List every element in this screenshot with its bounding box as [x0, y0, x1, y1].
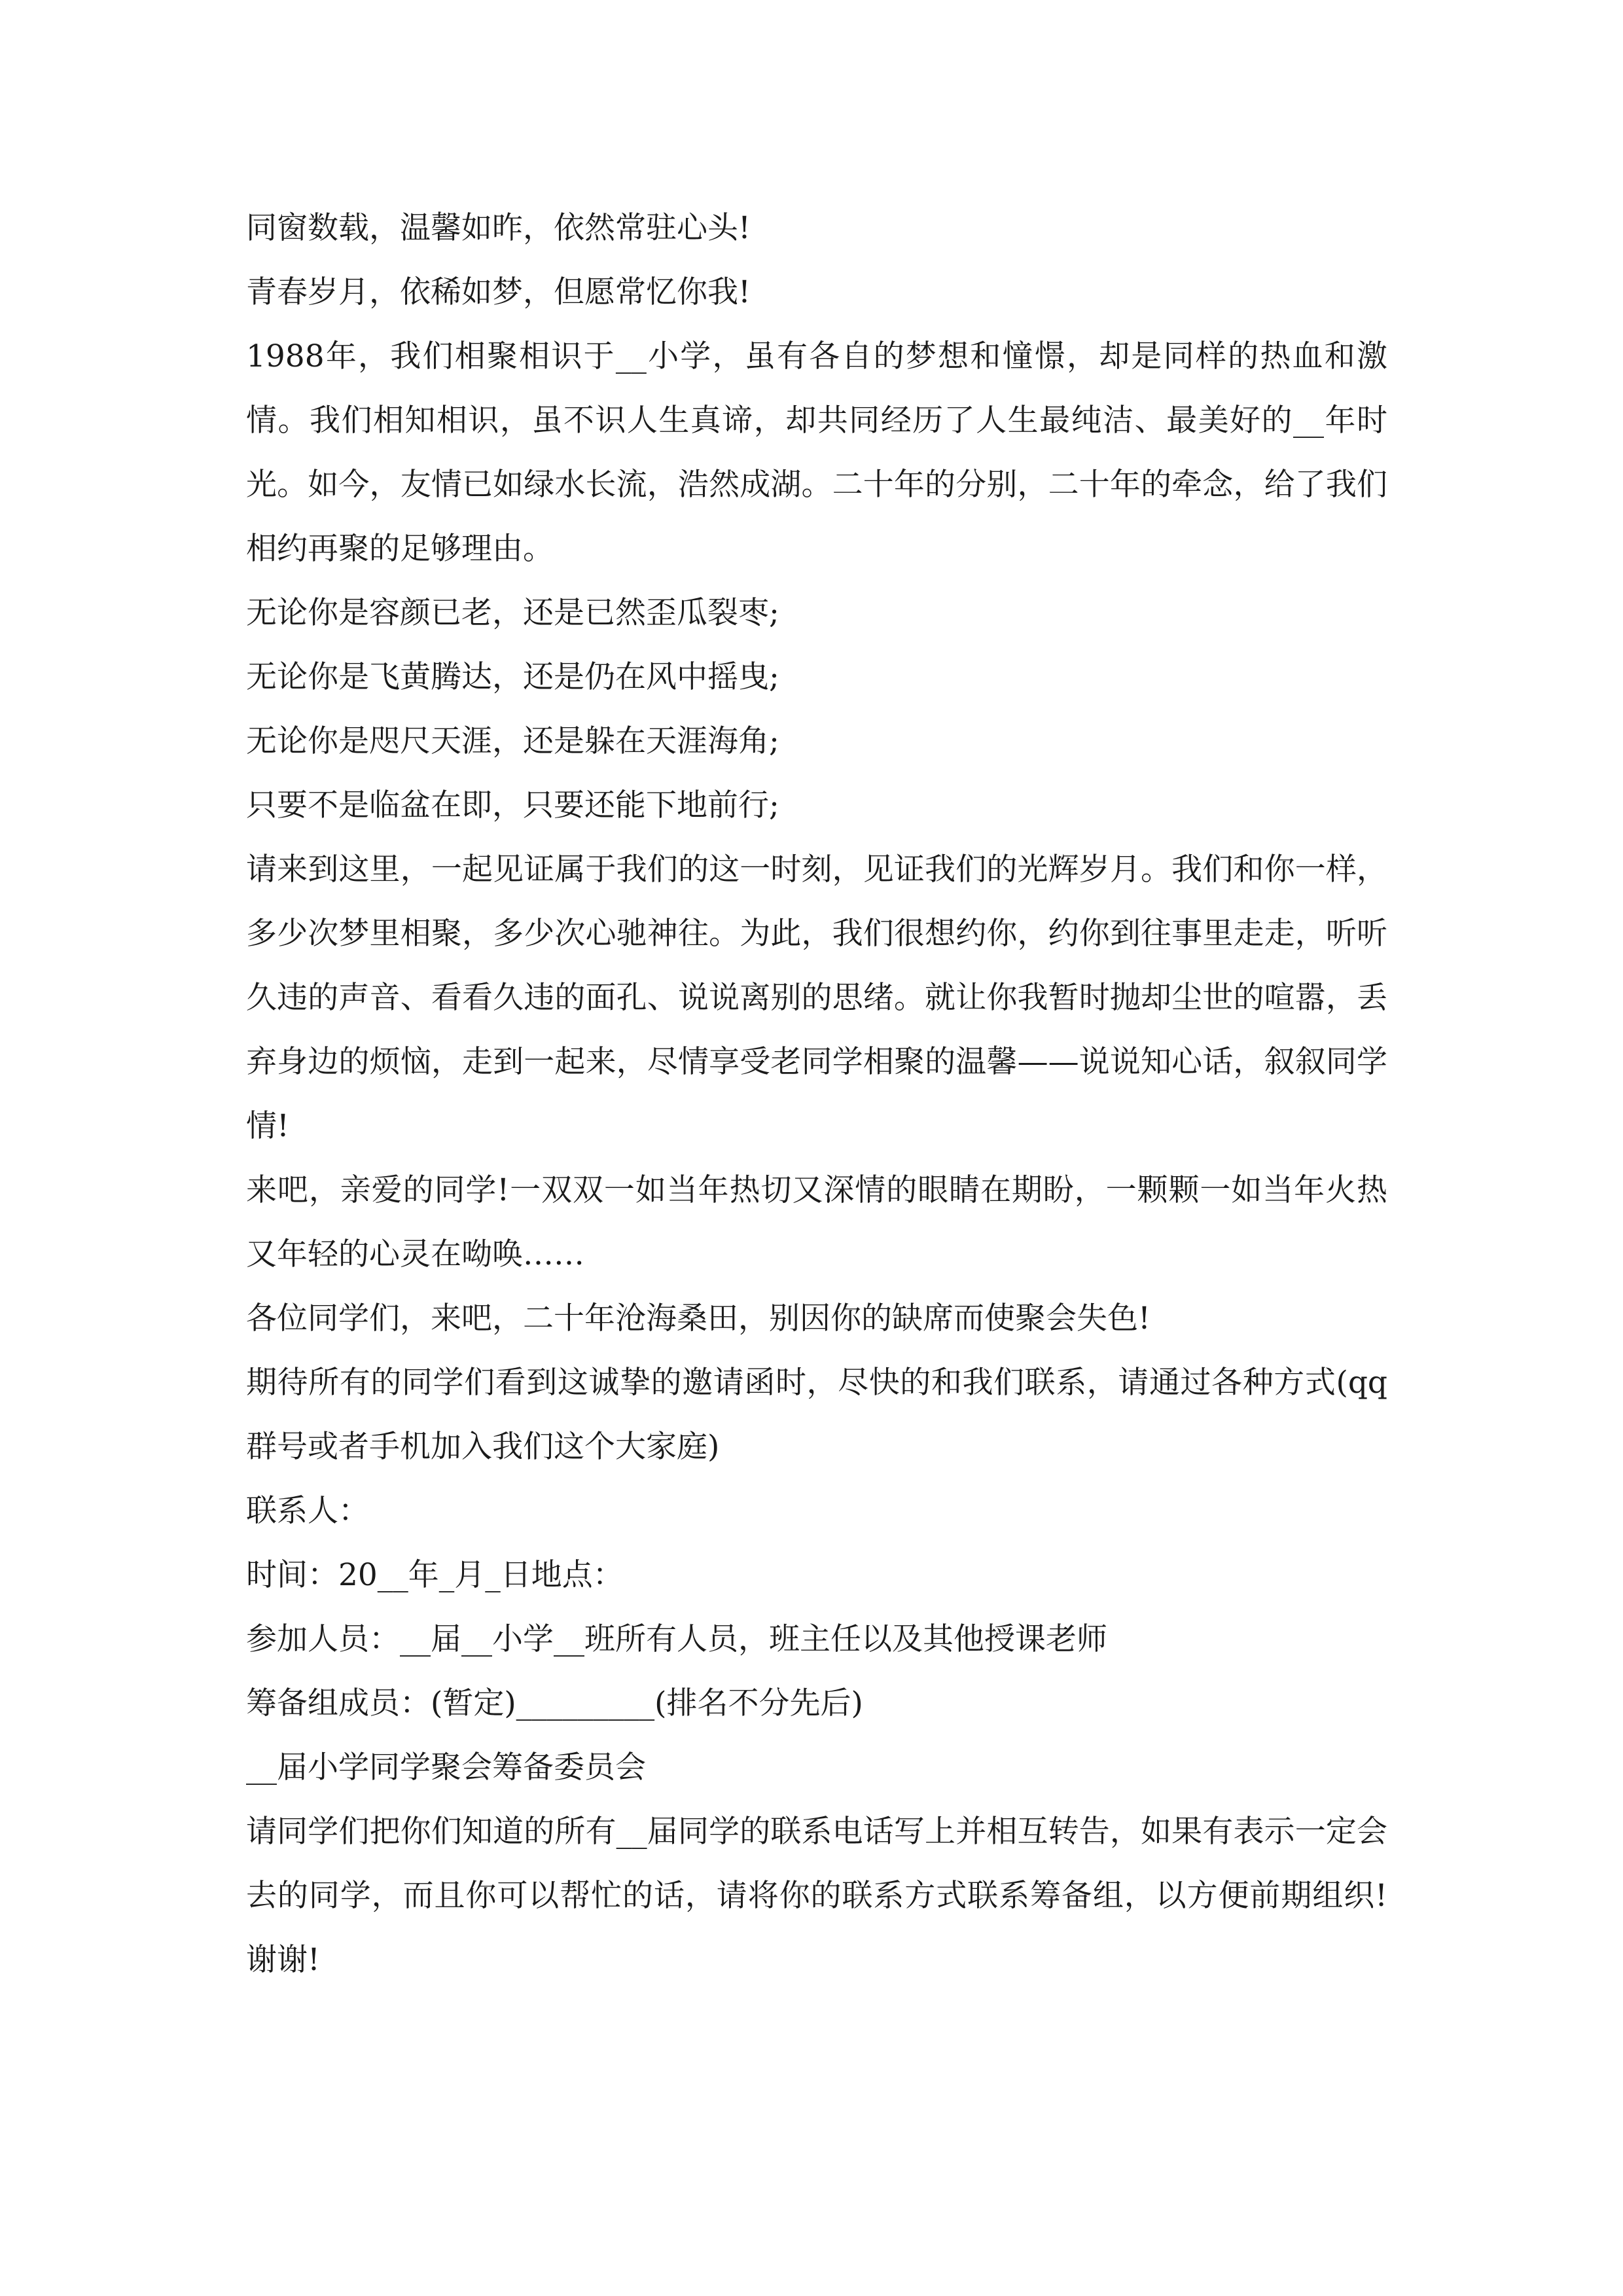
paragraph-come: 来吧，亲爱的同学!一双双一如当年热切又深情的眼睛在期盼，一颗颗一如当年火热又年轻的心灵在呦唤…… [246, 1172, 1387, 1272]
participants: 参加人员：__届__小学__班所有人员，班主任以及其他授课老师 [246, 1621, 1107, 1657]
paragraph-greeting-2: 青春岁月，依稀如梦，但愿常忆你我! [246, 274, 751, 310]
contact-person: 联系人： [246, 1493, 369, 1529]
paragraph-invitation: 请来到这里，一起见证属于我们的这一时刻，见证我们的光辉岁月。我们和你一样，多少次梦里相聚，多少次心驰神往。为此，我们很想约你，约你到往事里走走，听听久违的声音、看看久违的面孔、说说离别的思绪。就让你我暂时抛却尘世的喧嚣，丢弃身边的烦恼，走到一起来，尽情享受老同学相聚的温馨——说说知心话，叙叙同学情! [246, 852, 1387, 1144]
paragraph-classmates: 各位同学们，来吧，二十年沧海桑田，别因你的缺席而使聚会失色! [246, 1300, 1150, 1336]
paragraph-line-2: 无论你是飞黄腾达，还是仍在风中摇曳; [246, 659, 779, 695]
time-location: 时间：20__年_月_日地点： [246, 1557, 624, 1593]
paragraph-line-3: 无论你是咫尺天涯，还是躲在天涯海角; [246, 723, 779, 759]
committee-members: 筹备组成员：(暂定)_________(排名不分先后) [246, 1685, 863, 1721]
paragraph-line-1: 无论你是容颜已老，还是已然歪瓜裂枣; [246, 595, 779, 631]
committee-signature: __届小学同学聚会筹备委员会 [246, 1749, 646, 1785]
paragraph-line-4: 只要不是临盆在即，只要还能下地前行; [246, 787, 779, 823]
paragraph-contact-request: 期待所有的同学们看到这诚挚的邀请函时，尽快的和我们联系，请通过各种方式(qq群号或者手机加入我们这个大家庭) [246, 1365, 1387, 1465]
paragraph-closing-note: 请同学们把你们知道的所有__届同学的联系电话写上并相互转告，如果有表示一定会去的同学，而且你可以帮忙的话，请将你的联系方式联系筹备组，以方便前期组织!谢谢! [246, 1814, 1387, 1978]
paragraph-greeting-1: 同窗数载，温馨如昨，依然常驻心头! [246, 210, 751, 246]
document-body [246, 196, 1387, 1992]
paragraph-intro: 1988年，我们相聚相识于__小学，虽有各自的梦想和憧憬，却是同样的热血和激情。我们相知相识，虽不识人生真谛，却共同经历了人生最纯洁、最美好的__年时光。如今，友情已如绿水长流，浩然成湖。二十年的分别，二十年的牵念，给了我们相约再聚的足够理由。 [246, 338, 1387, 567]
